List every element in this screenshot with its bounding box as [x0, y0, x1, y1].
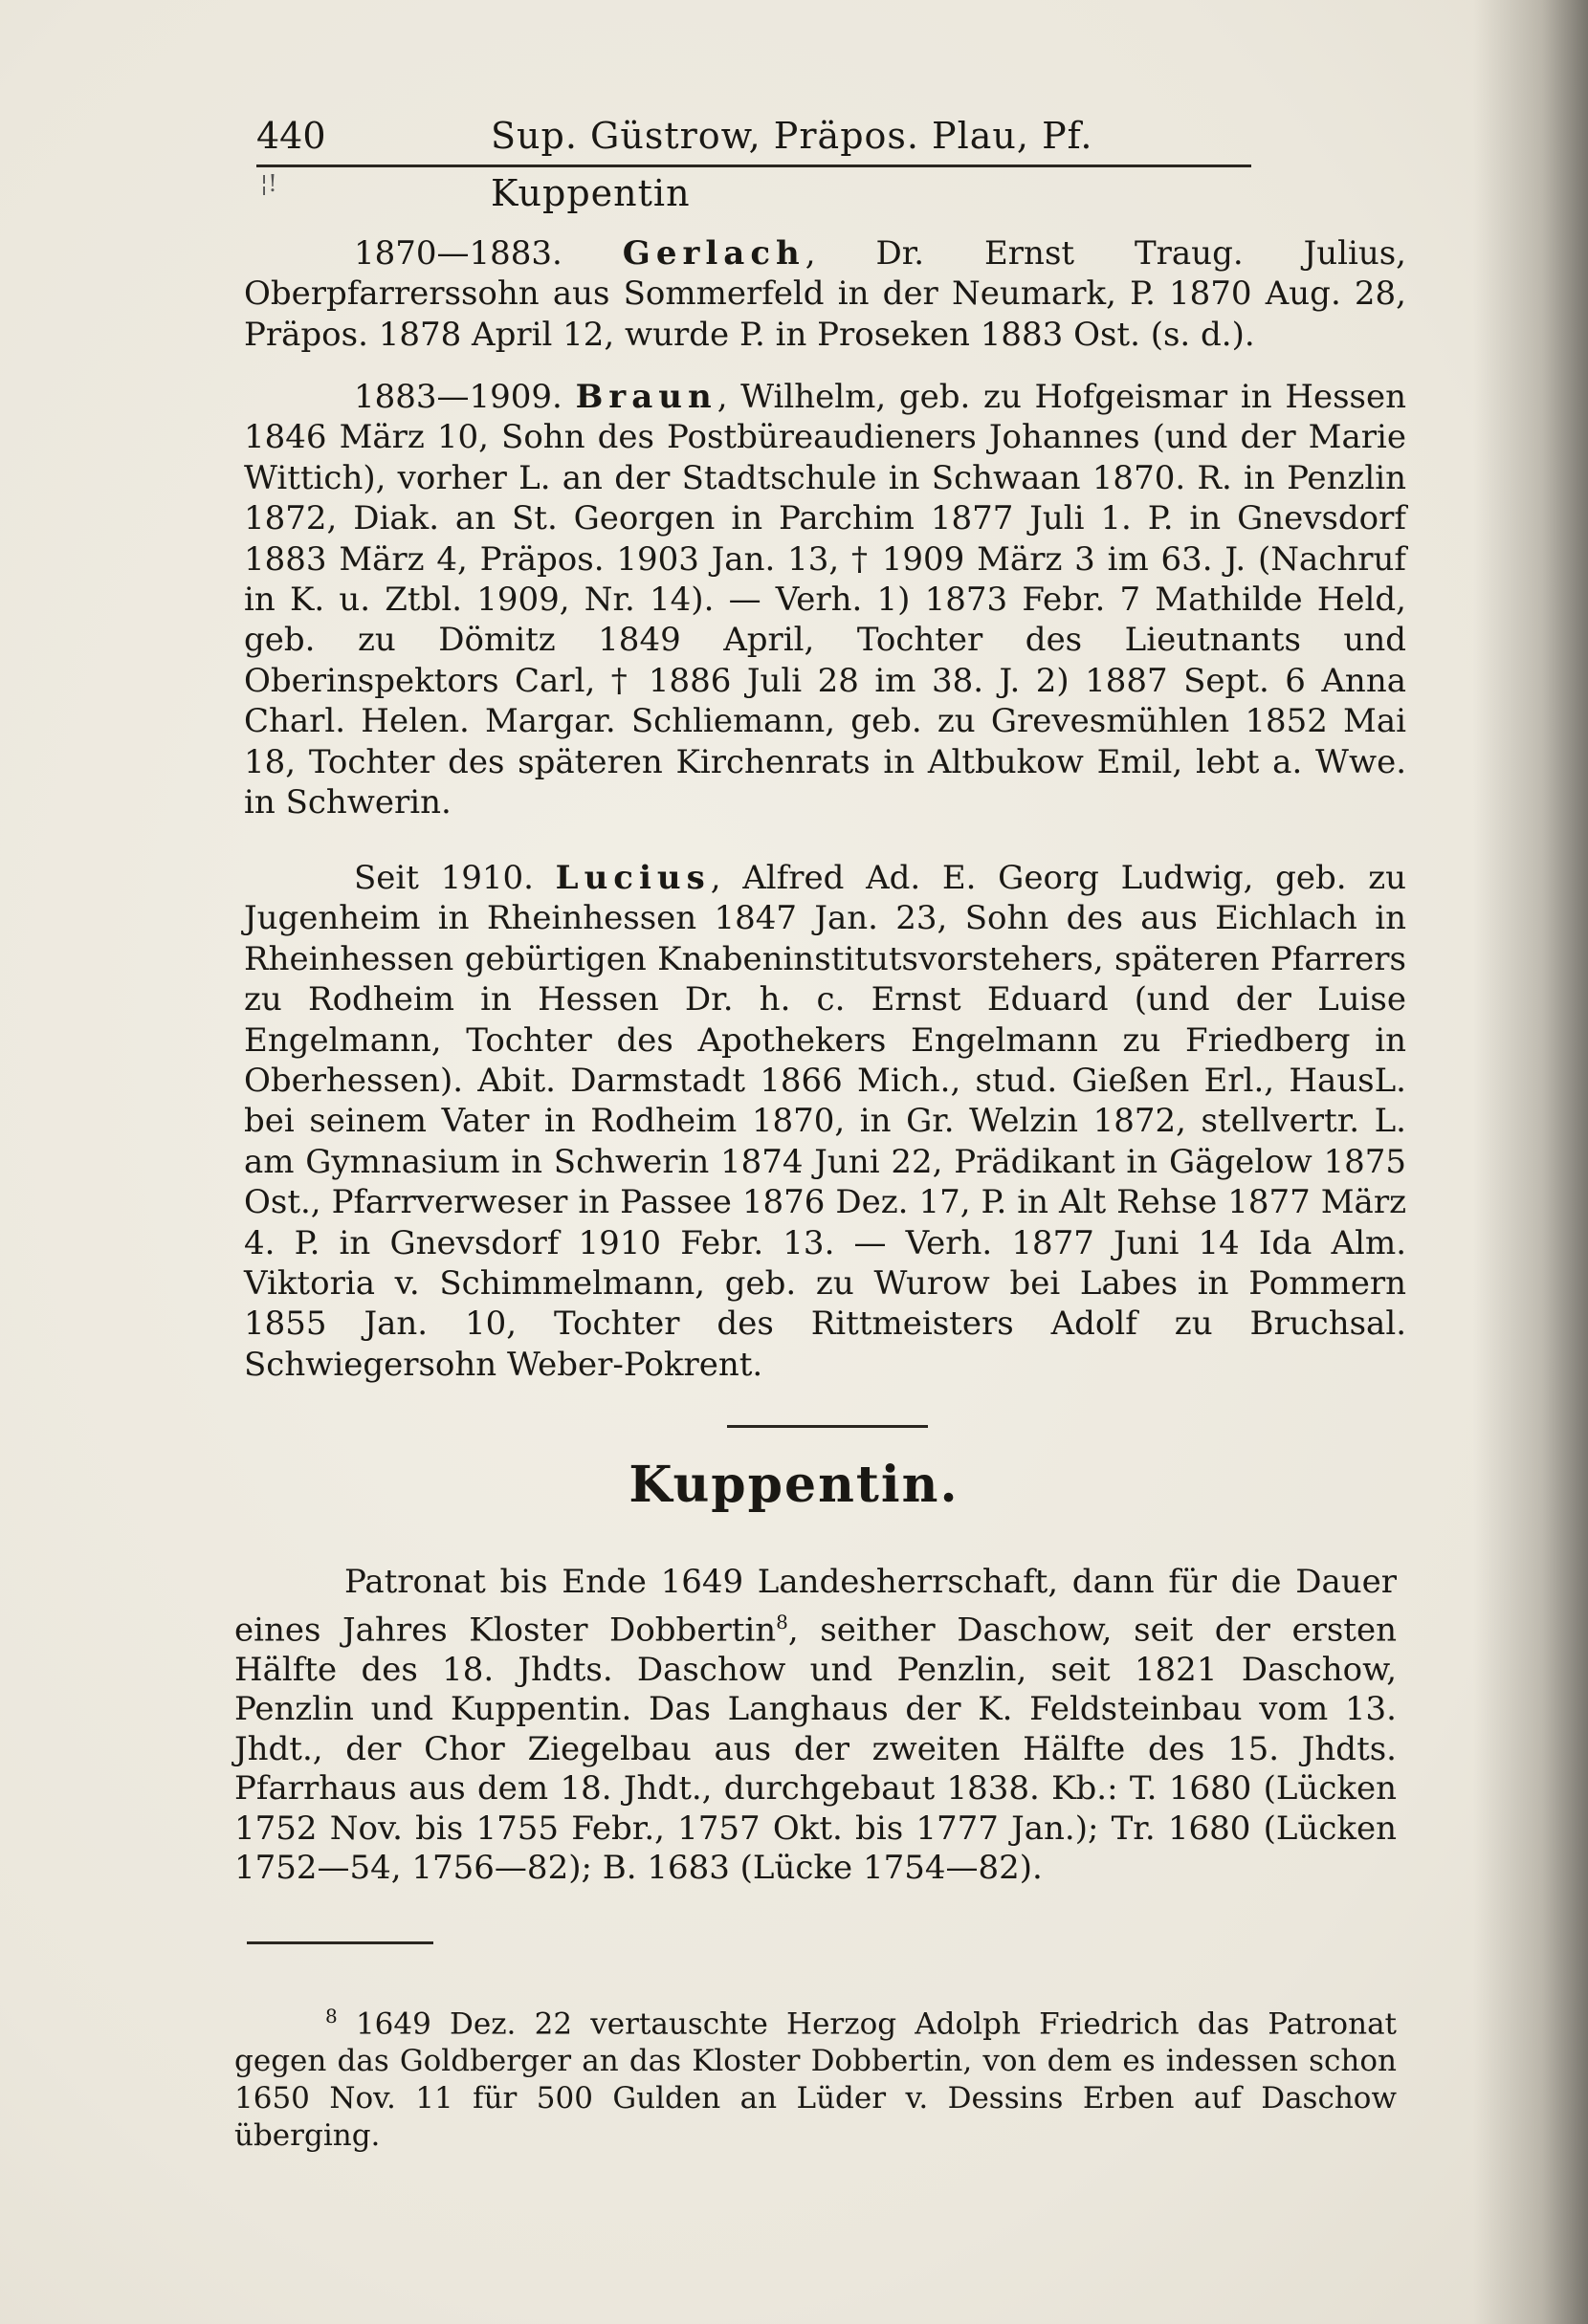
footnote-reference: 8	[776, 1610, 788, 1633]
entry-years: Seit 1910.	[354, 859, 534, 897]
running-head: Sup. Güstrow, Präpos. Plau, Pf. Kuppentin	[491, 115, 1093, 214]
entry-name: Braun	[575, 378, 717, 416]
footnote	[234, 1998, 1397, 2155]
section-divider	[727, 1425, 928, 1428]
entry-text: , Dr. Ernst Traug. Julius, Oberpfarrerssohn aus Sommerfeld in der Neumark, P. 1870 Aug. 28, Präpos. 1878 April 12, wurde P. in Proseken 1883 Ost. (s. d.).	[244, 234, 1406, 354]
pastor-entry-gerlach	[244, 233, 1406, 355]
footnote-mark: 8	[325, 2005, 338, 2028]
entry-name: Lucius	[555, 859, 711, 897]
pastor-entry-braun	[244, 377, 1406, 822]
entry-years: 1883—1909.	[354, 378, 562, 416]
page-edge-shadow	[1473, 0, 1588, 2324]
footnote-rule	[247, 1941, 433, 1944]
page-number: 440	[256, 115, 326, 157]
entry-years: 1870—1883.	[354, 234, 562, 273]
page-header	[256, 107, 1251, 214]
entry-text: , Wilhelm, geb. zu Hofgeismar in Hessen 1846 März 10, Sohn des Postbüreaudieners Johannes (und der Marie Wittich), vorher L. an der Stadtschule in Schwaan 1870. R. in Penzlin 1872, Diak. an St. Georgen in Parchim 1877 Juli 1. P. in Gnevsdorf 1883 März 4, Präpos. 1903 Jan. 13, † 1909 März 3 im 63. J. (Nachruf in K. u. Ztbl. 1909, Nr. 14). — Verh. 1) 1873 Febr. 7 Mathilde Held, geb. zu Dömitz 1849 April, Tochter des Lieutnants und Oberinspektors Carl, † 1886 Juli 28 im 38. J. 2) 1887 Sept. 6 Anna Charl. Helen. Margar. Schliemann, geb. zu Grevesmühlen 1852 Mai 18, Tochter des späteren Kirchenrats in Altbukow Emil, lebt a. Wwe. in Schwerin.	[244, 378, 1407, 822]
section-text-before-note: Patronat bis Ende 1649 Landesherrschaft, dann für die Dauer eines Jahres Kloster Dobbertin	[234, 1563, 1397, 1649]
section-text-after-note: , seither Daschow, seit der ersten Hälfte des 18. Jhdts. Daschow und Penzlin, seit 1821 Daschow, Penzlin und Kuppentin. Das Langhaus der K. Feldsteinbau vom 13. Jhdt., der Chor Ziegelbau aus der zweiten Hälfte des 15. Jhdts. Pfarrhaus aus dem 18. Jhdt., durchgebaut 1838. Kb.: T. 1680 (Lücken 1752 Nov. bis 1755 Febr., 1757 Okt. bis 1777 Jan.); Tr. 1680 (Lücken 1752—54, 1756—82); B. 1683 (Lücke 1754—82).	[234, 1610, 1397, 1888]
section-title: Kuppentin.	[629, 1456, 959, 1514]
margin-mark: ¦!	[260, 170, 277, 197]
footnote-text: 1649 Dez. 22 vertauschte Herzog Adolph Friedrich das Patronat gegen das Goldberger an das Kloster Dobbertin, von dem es indessen schon 1650 Nov. 11 für 500 Gulden an Lüder v. Dessins Erben auf Daschow überging.	[234, 2006, 1398, 2154]
section-body	[234, 1563, 1397, 1889]
entry-text: , Alfred Ad. E. Georg Ludwig, geb. zu Jugenheim in Rheinhessen 1847 Jan. 23, Sohn des aus Eichlach in Rheinhessen gebürtigen Knabeninstitutsvorstehers, späteren Pfarrers zu Rodheim in Hessen Dr. h. c. Ernst Eduard (und der Luise Engelmann, Tochter des Apothekers Engelmann zu Friedberg in Oberhessen). Abit. Darmstadt 1866 Mich., stud. Gießen Erl., HausL. bei seinem Vater in Rodheim 1870, in Gr. Welzin 1872, stellvertr. L. am Gymnasium in Schwerin 1874 Juni 22, Prädikant in Gägelow 1875 Ost., Pfarrverweser in Passee 1876 Dez. 17, P. in Alt Rehse 1877 März 4. P. in Gnevsdorf 1910 Febr. 13. — Verh. 1877 Juni 14 Ida Alm. Viktoria v. Schimmelmann, geb. zu Wurow bei Labes in Pommern 1855 Jan. 10, Tochter des Rittmeisters Adolf zu Bruchsal. Schwiegersohn Weber-Pokrent.	[244, 859, 1407, 1384]
header-rule	[256, 164, 1251, 167]
entry-name: Gerlach	[622, 234, 805, 273]
pastor-entry-lucius	[244, 858, 1406, 1385]
